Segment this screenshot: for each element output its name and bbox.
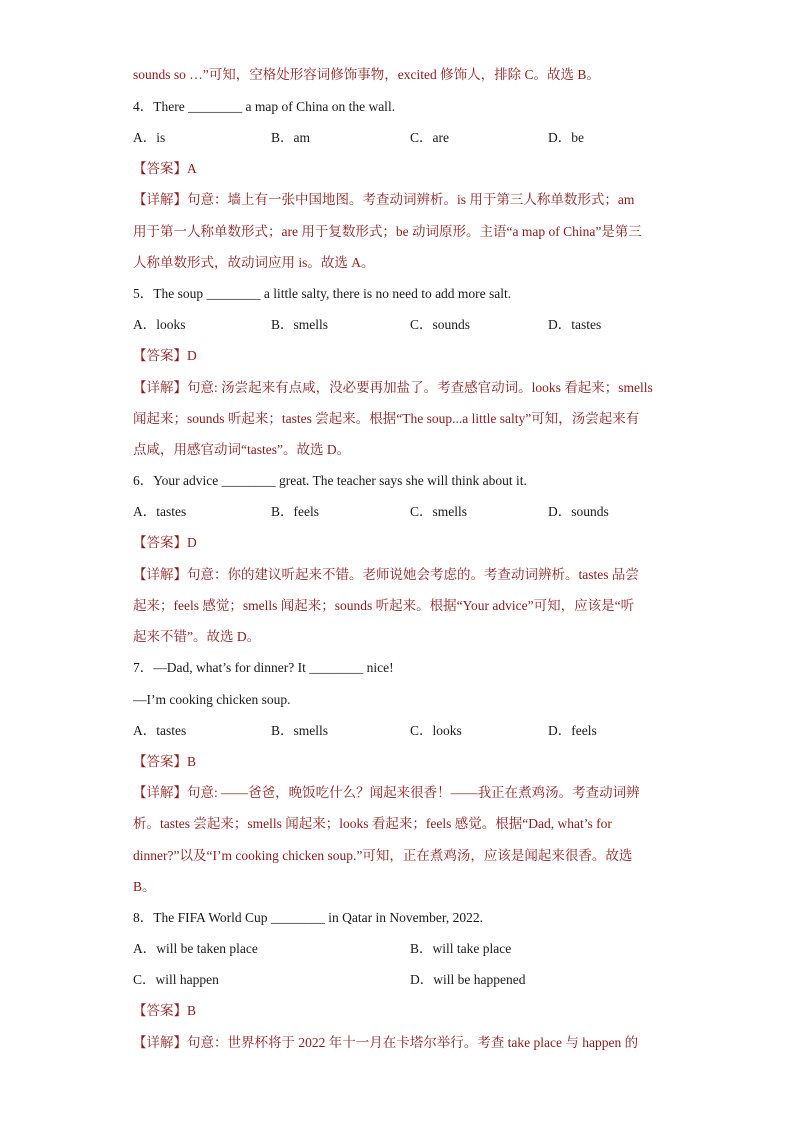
- explanation-continued: sounds so …”可知，空格处形容词修饰事物，excited 修饰人，排除 C。故选 B。: [133, 67, 600, 82]
- answer-value: A: [187, 161, 197, 176]
- answer-tag: 【答案】: [133, 754, 187, 769]
- answer-tag: 【答案】: [133, 1003, 187, 1018]
- q4-option-a: A．is: [133, 130, 166, 145]
- q6-option-d: D．sounds: [548, 504, 609, 519]
- q7-explain-line-4: B。: [133, 879, 156, 894]
- q8-option-d: D．will be happened: [410, 972, 526, 987]
- q6-explain-line-3: 起来不错”。故选 D。: [133, 629, 261, 644]
- q6-option-a: A．tastes: [133, 504, 187, 519]
- explain-text: 句意: ——爸爸，晚饭吃什么？闻起来很香！——我正在煮鸡汤。考查动词辨: [187, 785, 640, 800]
- q6-explain-line-2: 起来；feels 感觉；smells 闻起来；sounds 听起来。根据“Your advice”可知，应该是“听: [133, 598, 635, 613]
- q7-option-d: D．feels: [548, 723, 597, 738]
- q5-option-b: B．smells: [271, 317, 329, 332]
- explain-text: 句意：世界杯将于 2022 年十一月在卡塔尔举行。考查 take place 与 happen 的: [187, 1035, 639, 1050]
- q7-explain-line-1: [133, 783, 640, 803]
- q7-explain-line-2: 析。tastes 尝起来；smells 闻起来；looks 看起来；feels 感觉。根据“Dad, what’s for: [133, 816, 612, 831]
- q5-explain-line-2: 闻起来；sounds 听起来；tastes 尝起来。根据“The soup...a little salty”可知，汤尝起来有: [133, 411, 640, 426]
- q6-option-c: C．smells: [410, 504, 468, 519]
- q4-option-c: C．are: [410, 130, 449, 145]
- q8-answer: [133, 1001, 196, 1021]
- answer-tag: 【答案】: [133, 161, 187, 176]
- q5-explain-line-1: [133, 378, 653, 398]
- answer-value: D: [187, 535, 197, 550]
- question-5-stem: 5．The soup ________ a little salty, there is no need to add more salt.: [133, 286, 512, 301]
- question-7-stem-2: —I’m cooking chicken soup.: [133, 692, 291, 707]
- question-4-stem: 4．There ________ a map of China on the wall.: [133, 99, 396, 114]
- q4-explain-line-1: [133, 190, 634, 210]
- q5-option-a: A．looks: [133, 317, 186, 332]
- q6-explain-line-1: [133, 565, 639, 585]
- explain-tag: 【详解】: [133, 567, 187, 582]
- explain-tag: 【详解】: [133, 785, 187, 800]
- q7-option-a: A．tastes: [133, 723, 187, 738]
- answer-tag: 【答案】: [133, 535, 187, 550]
- q5-option-c: C．sounds: [410, 317, 471, 332]
- q5-explain-line-3: 点咸，用感官动词“tastes”。故选 D。: [133, 442, 351, 457]
- q7-option-b: B．smells: [271, 723, 329, 738]
- explain-text: 句意：墙上有一张中国地图。考查动词辨析。is 用于第三人称单数形式；am: [187, 192, 635, 207]
- answer-value: B: [187, 1003, 197, 1018]
- answer-value: B: [187, 754, 197, 769]
- q7-answer: [133, 752, 196, 772]
- q6-answer: [133, 533, 197, 553]
- q4-option-d: D．be: [548, 130, 584, 145]
- q8-explain-line-1: [133, 1033, 638, 1053]
- question-8-stem: 8．The FIFA World Cup ________ in Qatar in November, 2022.: [133, 910, 483, 925]
- q7-option-c: C．looks: [410, 723, 462, 738]
- q8-option-a: A．will be taken place: [133, 941, 258, 956]
- q4-answer: [133, 159, 197, 179]
- question-6-stem: 6．Your advice ________ great. The teacher says she will think about it.: [133, 473, 527, 488]
- question-7-stem: 7．—Dad, what’s for dinner? It ________ nice!: [133, 660, 394, 675]
- explain-tag: 【详解】: [133, 380, 187, 395]
- answer-tag: 【答案】: [133, 348, 187, 363]
- q7-explain-line-3: dinner?”以及“I’m cooking chicken soup.”可知，正在煮鸡汤，应该是闻起来很香。故选: [133, 848, 633, 863]
- q4-option-b: B．am: [271, 130, 310, 145]
- explain-tag: 【详解】: [133, 192, 187, 207]
- q6-option-b: B．feels: [271, 504, 319, 519]
- q8-option-c: C．will happen: [133, 972, 219, 987]
- q8-option-b: B．will take place: [410, 941, 512, 956]
- q5-option-d: D．tastes: [548, 317, 602, 332]
- explain-text: 句意：你的建议听起来不错。老师说她会考虑的。考查动词辨析。tastes 品尝: [187, 567, 639, 582]
- q4-explain-line-2: 用于第一人称单数形式；are 用于复数形式；be 动词原形。主语“a map of China”是第三: [133, 224, 642, 239]
- answer-value: D: [187, 348, 197, 363]
- q5-answer: [133, 346, 197, 366]
- explain-text: 句意: 汤尝起来有点咸，没必要再加盐了。考查感官动词。looks 看起来；smells: [187, 380, 653, 395]
- explain-tag: 【详解】: [133, 1035, 187, 1050]
- q4-explain-line-3: 人称单数形式，故动词应用 is。故选 A。: [133, 255, 375, 270]
